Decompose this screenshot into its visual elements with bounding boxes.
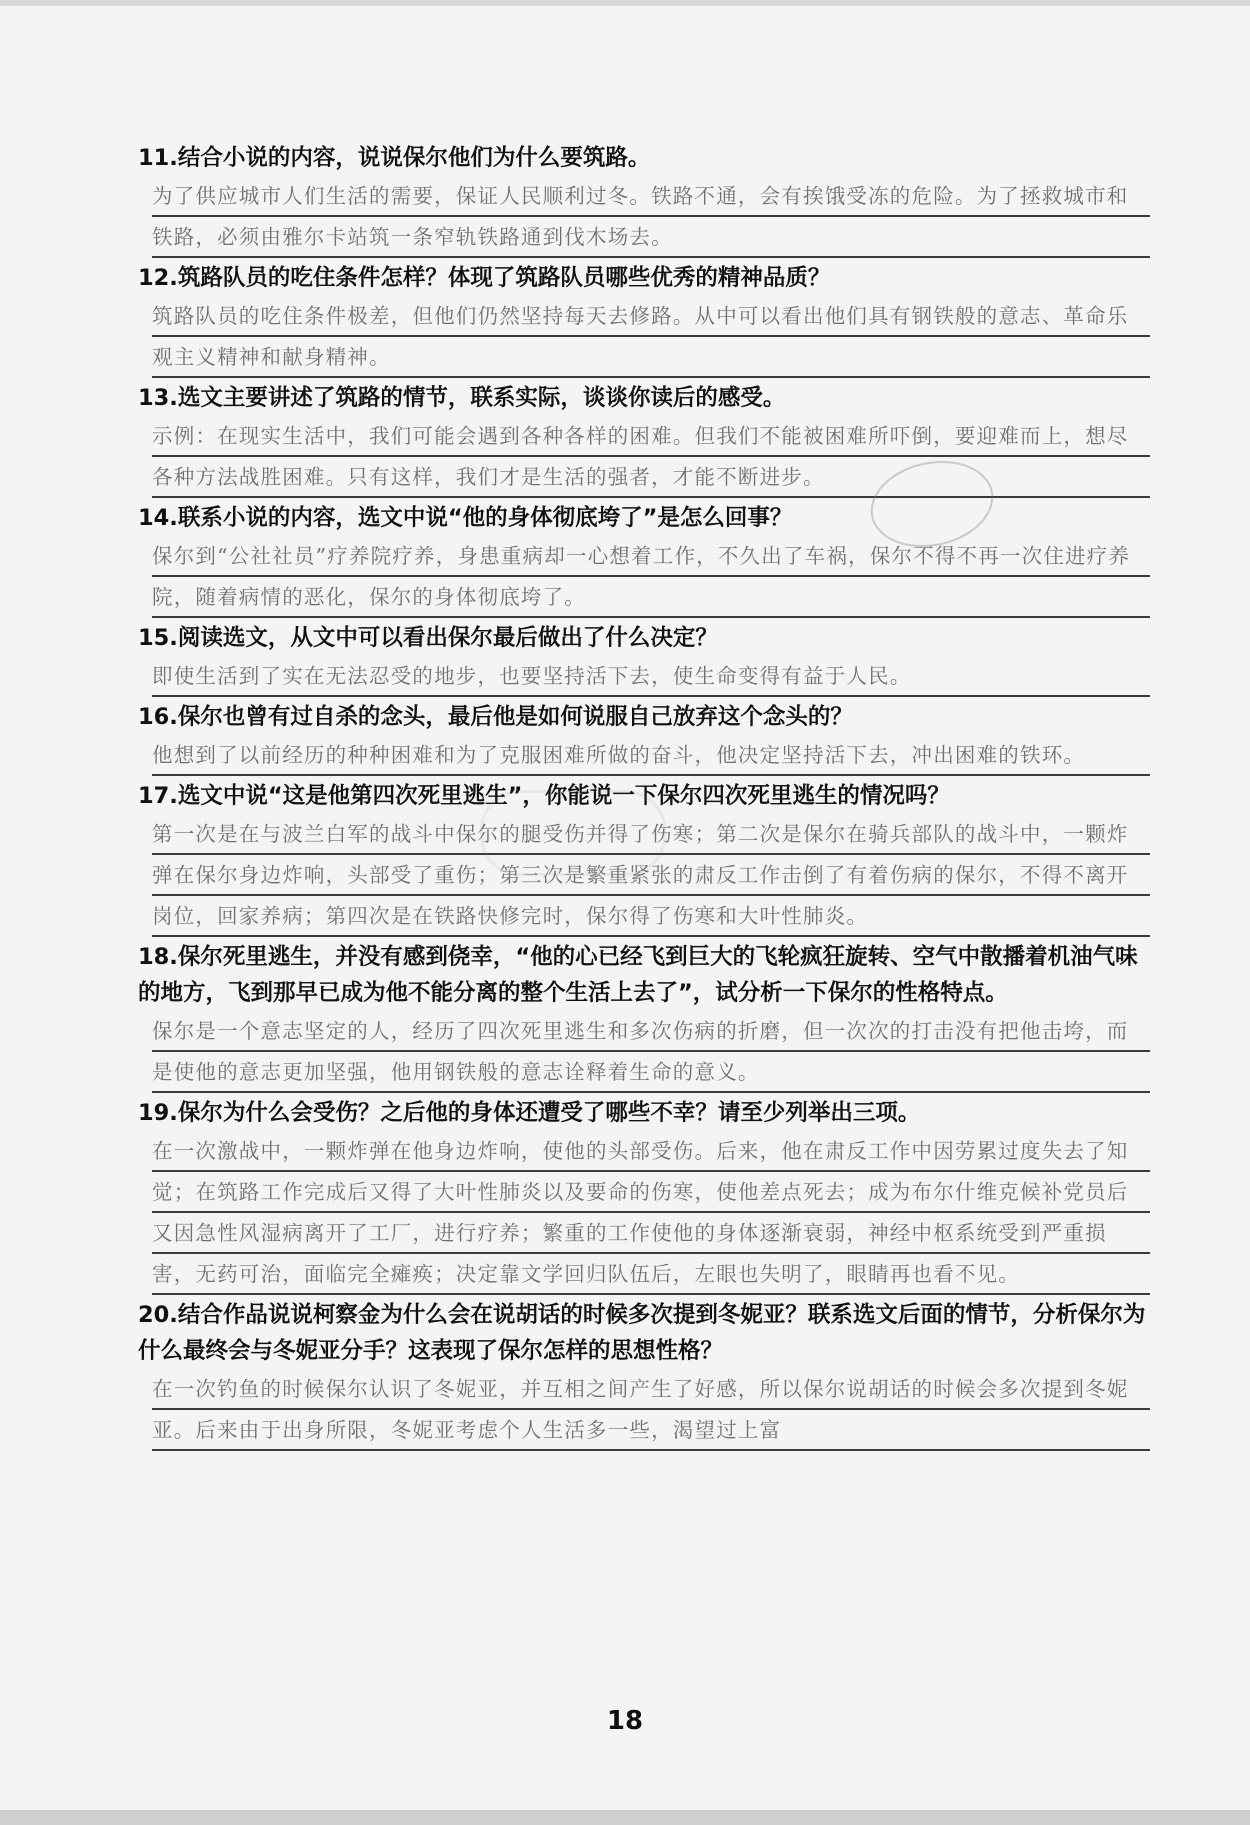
question-prompt: 筑路队员的吃住条件怎样？体现了筑路队员哪些优秀的精神品质？	[177, 265, 831, 291]
question-number: 15.	[138, 625, 178, 651]
answer-text: 筑路队员的吃住条件极差，但他们仍然坚持每天去修路。从中可以看出他们具有钢铁般的意志、革命乐观主义精神和献身精神。	[152, 296, 1150, 378]
question-item-13	[138, 380, 1150, 498]
question-item-19	[138, 1095, 1150, 1295]
question-item-12	[138, 260, 1150, 378]
question-prompt: 选文主要讲述了筑路的情节，联系实际，谈谈你读后的感受。	[177, 385, 786, 411]
watermark-logo	[480, 790, 666, 876]
question-item-18	[138, 939, 1150, 1093]
question-prompt: 保尔为什么会受伤？之后他的身体还遭受了哪些不幸？请至少列举出三项。	[177, 1100, 921, 1126]
question-prompt: 选文中说“这是他第四次死里逃生”，你能说一下保尔四次死里逃生的情况吗？	[177, 783, 950, 809]
question-number: 16.	[138, 704, 178, 730]
page-bottom-edge	[0, 1810, 1250, 1825]
question-prompt: 阅读选文，从文中可以看出保尔最后做出了什么决定？	[177, 625, 718, 651]
question-item-14	[138, 500, 1150, 618]
question-number: 13.	[138, 385, 178, 411]
page-number: 18	[606, 1706, 644, 1736]
question-text	[138, 500, 1150, 536]
question-text	[138, 1297, 1150, 1369]
answer-text: 示例：在现实生活中，我们可能会遇到各种各样的困难。但我们不能被困难所吓倒，要迎难而上，想尽各种方法战胜困难。只有这样，我们才是生活的强者，才能不断进步。	[152, 416, 1150, 498]
question-prompt: 保尔死里逃生，并没有感到侥幸，“他的心已经飞到巨大的飞轮疯狂旋转、空气中散播着机油气味的地方，飞到那早已成为他不能分离的整个生活上去了”，试分析一下保尔的性格特点。	[138, 944, 1138, 1006]
answer-text: 保尔是一个意志坚定的人，经历了四次死里逃生和多次伤病的折磨，但一次次的打击没有把他击垮，而是使他的意志更加坚强，他用钢铁般的意志诠释着生命的意义。	[152, 1011, 1150, 1093]
answer-text: 第一次是在与波兰白军的战斗中保尔的腿受伤并得了伤寒；第二次是保尔在骑兵部队的战斗中，一颗炸弹在保尔身边炸响，头部受了重伤；第三次是繁重紧张的肃反工作击倒了有着伤病的保尔，不得不离开岗位，回家养病；第四次是在铁路快修完时，保尔得了伤寒和大叶性肺炎。	[152, 814, 1150, 937]
question-number: 11.	[138, 145, 178, 171]
question-number: 20.	[138, 1302, 178, 1328]
answer-text: 即使生活到了实在无法忍受的地步，也要坚持活下去，使生命变得有益于人民。	[152, 656, 1150, 697]
question-number: 14.	[138, 505, 178, 531]
question-prompt: 保尔也曾有过自杀的念头，最后他是如何说服自己放弃这个念头的？	[177, 704, 853, 730]
question-prompt: 结合小说的内容，说说保尔他们为什么要筑路。	[177, 145, 651, 171]
question-item-16	[138, 699, 1150, 776]
answer-text: 为了供应城市人们生活的需要，保证人民顺利过冬。铁路不通，会有挨饿受冻的危险。为了拯救城市和铁路，必须由雅尔卡站筑一条窄轨铁路通到伐木场去。	[152, 176, 1150, 258]
page-top-edge	[0, 0, 1250, 6]
question-prompt: 联系小说的内容，选文中说“他的身体彻底垮了”是怎么回事？	[177, 505, 793, 531]
question-item-11	[138, 140, 1150, 258]
question-text	[138, 1095, 1150, 1131]
question-number: 17.	[138, 783, 178, 809]
question-number: 18.	[138, 944, 178, 970]
answer-text: 他想到了以前经历的种种困难和为了克服困难所做的奋斗，他决定坚持活下去，冲出困难的铁环。	[152, 735, 1150, 776]
question-item-15	[138, 620, 1150, 697]
question-item-20	[138, 1297, 1150, 1451]
answer-text: 在一次钓鱼的时候保尔认识了冬妮亚，并互相之间产生了好感，所以保尔说胡话的时候会多次提到冬妮亚。后来由于出身所限，冬妮亚考虑个人生活多一些，渴望过上富	[152, 1369, 1150, 1451]
question-text	[138, 699, 1150, 735]
answer-text: 在一次激战中，一颗炸弹在他身边炸响，使他的头部受伤。后来，他在肃反工作中因劳累过度失去了知觉；在筑路工作完成后又得了大叶性肺炎以及要命的伤寒，使他差点死去；成为布尔什维克候补党员后又因急性风湿病离开了工厂，进行疗养；繁重的工作使他的身体逐渐衰弱，神经中枢系统受到严重损害，无药可治，面临完全瘫痪；决定靠文学回归队伍后，左眼也失明了，眼睛再也看不见。	[152, 1131, 1150, 1295]
question-text	[138, 620, 1150, 656]
question-text	[138, 939, 1150, 1011]
answer-text: 保尔到“公社社员”疗养院疗养，身患重病却一心想着工作，不久出了车祸，保尔不得不再一次住进疗养院，随着病情的恶化，保尔的身体彻底垮了。	[152, 536, 1150, 618]
question-text	[138, 260, 1150, 296]
question-number: 12.	[138, 265, 178, 291]
question-number: 19.	[138, 1100, 178, 1126]
question-text	[138, 140, 1150, 176]
question-prompt: 结合作品说说柯察金为什么会在说胡话的时候多次提到冬妮亚？联系选文后面的情节，分析保尔为什么最终会与冬妮亚分手？这表现了保尔怎样的思想性格？	[138, 1302, 1146, 1364]
question-text	[138, 380, 1150, 416]
